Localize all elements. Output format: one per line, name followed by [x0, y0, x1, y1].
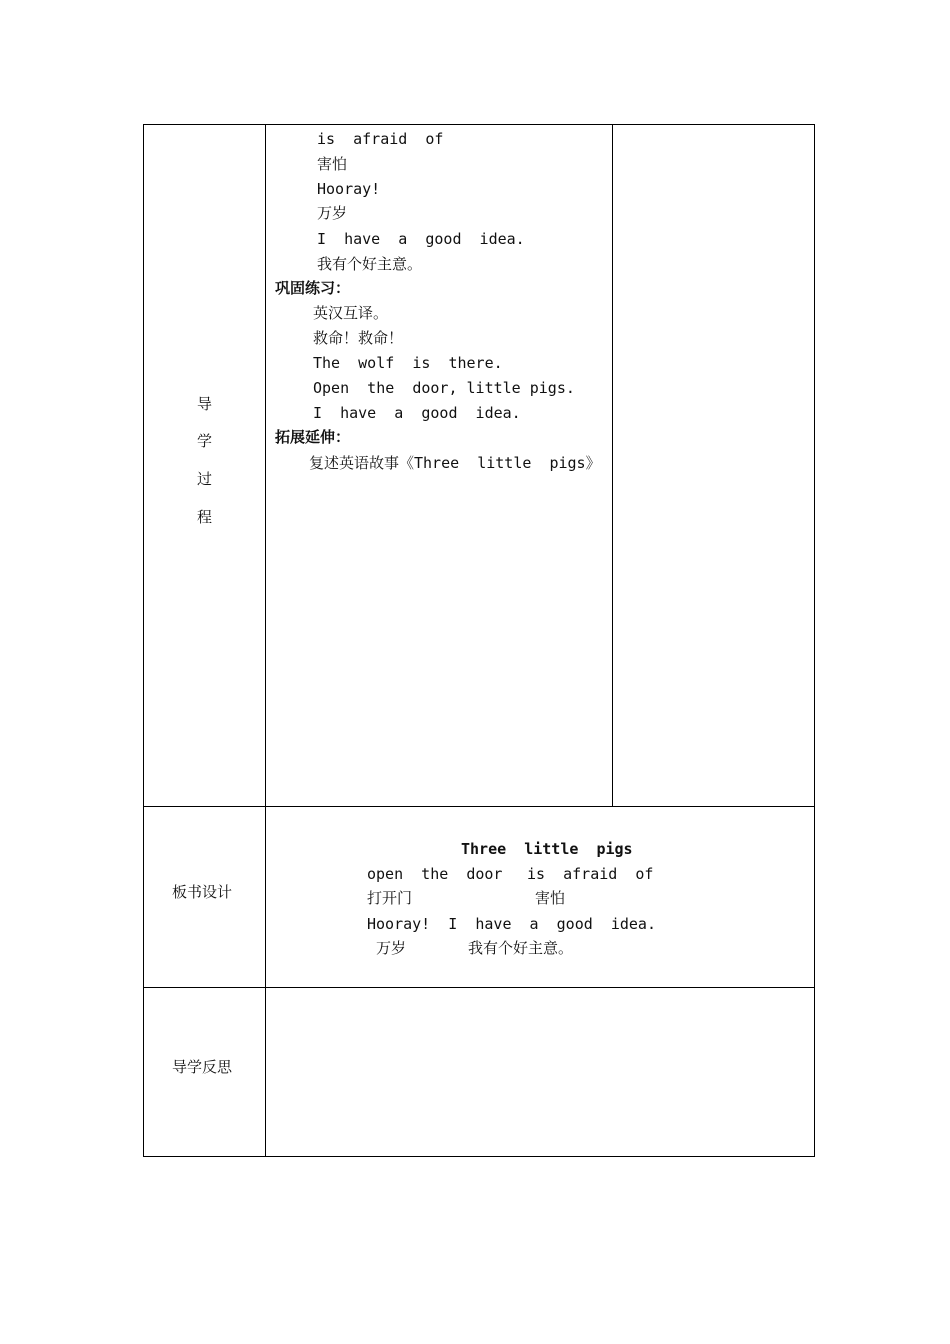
- practice-line: 救命！救命！: [313, 329, 404, 347]
- extension-heading: 拓展延伸：: [275, 428, 351, 446]
- content-line: 万岁: [317, 204, 348, 222]
- column-divider-2: [612, 124, 613, 806]
- practice-line: 英汉互译。: [313, 304, 389, 322]
- content-line: is afraid of: [317, 130, 444, 148]
- row-label-char: 程: [197, 508, 213, 526]
- practice-heading: 巩固练习：: [275, 279, 351, 297]
- board-line: 我有个好主意。: [468, 939, 574, 957]
- row-divider-2: [143, 987, 815, 988]
- board-line: 打开门: [367, 889, 413, 907]
- content-line: 害怕: [317, 155, 348, 173]
- content-line: Hooray!: [317, 180, 381, 198]
- row-divider-1: [143, 806, 815, 807]
- board-line: 万岁: [376, 939, 407, 957]
- board-line: open the door: [367, 865, 503, 883]
- board-line: is afraid of: [527, 865, 654, 883]
- extension-line: 复述英语故事《Three little pigs》: [309, 454, 601, 472]
- column-divider-1: [265, 124, 266, 1157]
- row-label-reflection: 导学反思: [172, 1058, 233, 1076]
- practice-line: The wolf is there.: [313, 354, 503, 372]
- board-line: Hooray! I have a good idea.: [367, 915, 656, 933]
- board-line: 害怕: [535, 889, 566, 907]
- table-border-bottom: [143, 1156, 815, 1157]
- row-label-char: 过: [197, 470, 213, 488]
- content-line: I have a good idea.: [317, 230, 525, 248]
- row-label-char: 学: [197, 432, 213, 450]
- table-border-left: [143, 124, 144, 1157]
- row-label-board-design: 板书设计: [172, 883, 233, 901]
- table-border-top: [143, 124, 815, 125]
- table-border-right: [814, 124, 815, 1157]
- row-label-char: 导: [197, 395, 213, 413]
- practice-line: I have a good idea.: [313, 404, 521, 422]
- content-line: 我有个好主意。: [317, 255, 423, 273]
- practice-line: Open the door, little pigs.: [313, 379, 575, 397]
- board-title: Three little pigs: [461, 840, 633, 858]
